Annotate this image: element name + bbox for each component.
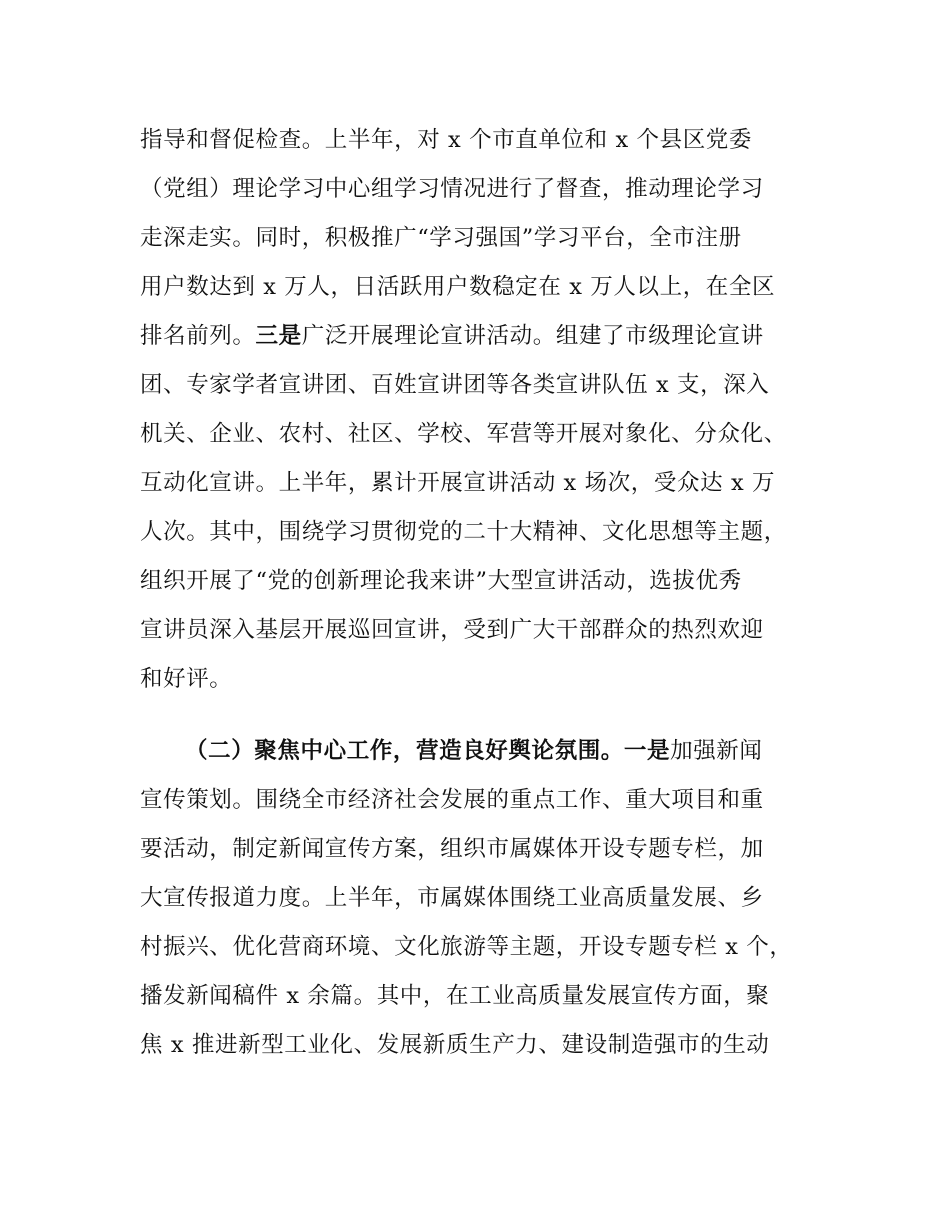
text-line: 村振兴、优化营商环境、文化旅游等主题，开设专题专栏 x 个， — [140, 934, 793, 960]
text-line: 要活动，制定新闻宣传方案，组织市属媒体开设专题专栏，加 — [140, 836, 764, 862]
text-line — [140, 316, 764, 356]
line-suffix: 加强新闻 — [670, 738, 763, 764]
section-heading: （二）聚焦中心工作，营造良好舆论氛围。 — [185, 738, 624, 764]
text-line: 大宣传报道力度。上半年，市属媒体围绕工业高质量发展、乡 — [140, 885, 764, 911]
text-line: 宣讲员深入基层开展巡回宣讲，受到广大干部群众的热烈欢迎 — [140, 617, 764, 643]
text-line: 播发新闻稿件 x 余篇。其中，在工业高质量发展宣传方面，聚 — [140, 983, 770, 1009]
text-line: （党组）理论学习中心组学习情况进行了督查，推动理论学习 — [140, 176, 764, 202]
text-line: 走深走实。同时，积极推广“学习强国”学习平台，全市注册 — [140, 225, 742, 251]
text-line: 宣传策划。围绕全市经济社会发展的重点工作、重大项目和重 — [140, 787, 764, 813]
text-line: 焦 x 推进新型工业化、发展新质生产力、建设制造强市的生动 — [140, 1032, 770, 1058]
section-heading-line — [185, 731, 763, 771]
bold-lead-san-shi: 三是 — [255, 323, 302, 349]
text-line: 用户数达到 x 万人，日活跃用户数稳定在 x 万人以上，在全区 — [140, 274, 776, 300]
bold-lead-yi-shi: 一是 — [623, 738, 671, 764]
text-line: 团、专家学者宣讲团、百姓宣讲团等各类宣讲队伍 x 支，深入 — [140, 372, 770, 398]
text-line: 互动化宣讲。上半年，累计开展宣讲活动 x 场次，受众达 x 万 — [140, 470, 776, 496]
text-line: 和好评。 — [140, 666, 233, 692]
text-line: 指导和督促检查。上半年，对 x 个市直单位和 x 个县区党委 — [140, 127, 752, 153]
text-line: 机关、企业、农村、社区、学校、军营等开展对象化、分众化、 — [140, 421, 787, 447]
line-prefix: 排名前列。 — [140, 323, 256, 349]
text-line: 组织开展了“党的创新理论我来讲”大型宣讲活动，选拔优秀 — [140, 568, 742, 594]
text-line: 人次。其中，围绕学习贯彻党的二十大精神、文化思想等主题， — [140, 519, 787, 545]
line-suffix: 广泛开展理论宣讲活动。组建了市级理论宣讲 — [301, 323, 764, 349]
